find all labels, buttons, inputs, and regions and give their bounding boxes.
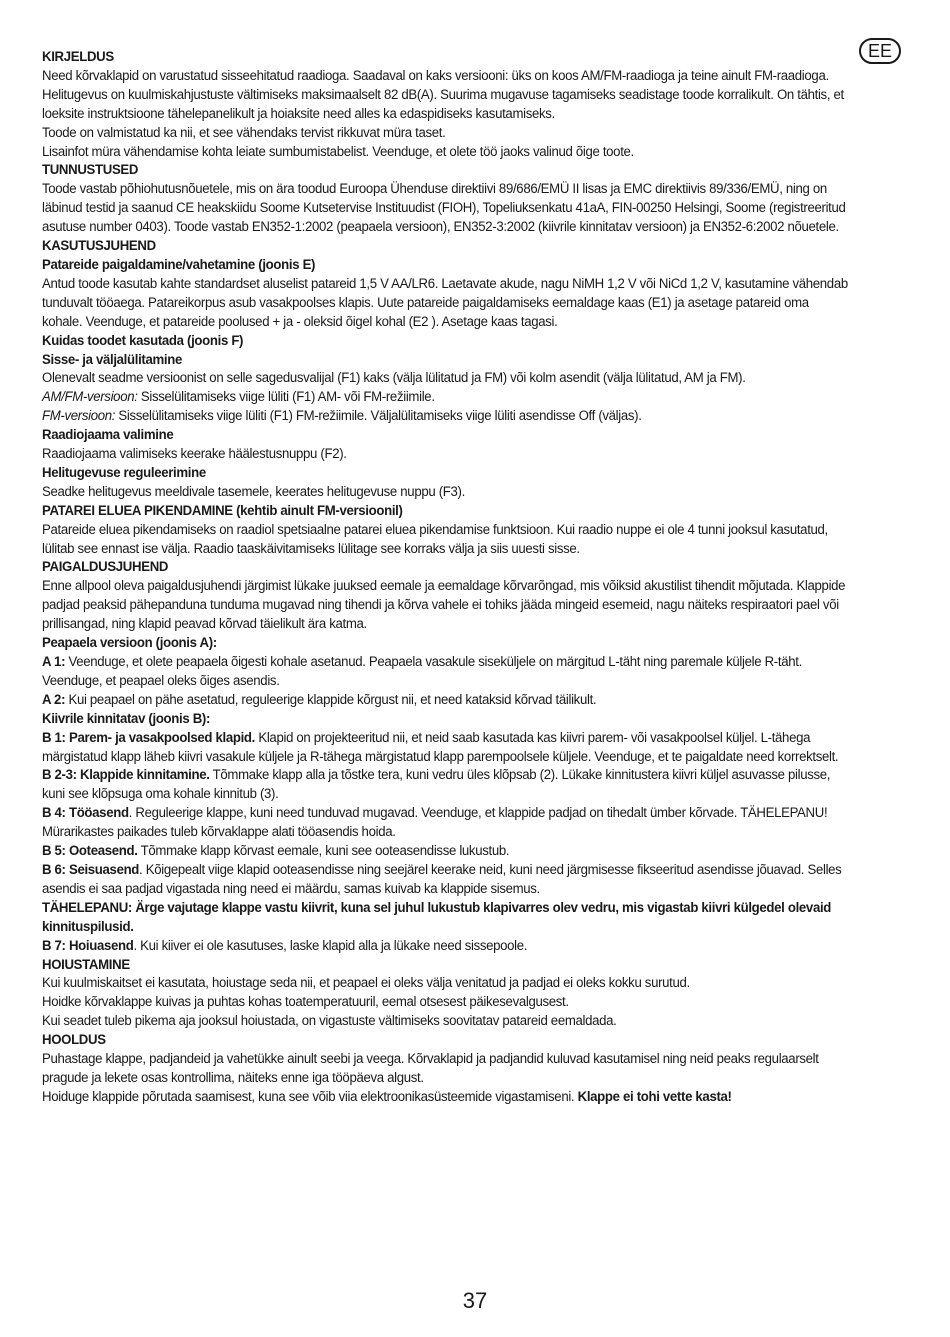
paragraph-text: Veenduge, et olete peapaela õigesti kohale asetanud. Peapaela vasakule siseküljele on märgitud L-täht ning paremale küljele R-täht. Veenduge, et peapael oleks õiges asendis. [42,654,802,689]
italic-lead: AM/FM-versioon: [42,389,138,406]
section-heading: Kiivrile kinnitatav (joonis B): [42,710,211,727]
bold-lead: B 4: Tööasend [42,805,129,822]
section-heading: HOIUSTAMINE [42,956,130,973]
section-heading: Kuidas toodet kasutada (joonis F) [42,332,244,349]
bold-lead: A 2: [42,691,66,708]
paragraph: Kui kuulmiskaitset ei kasutata, hoiustage seda nii, et peapael ei oleks välja venitatud ja padjad ei oleks kokku surutud. [42,975,690,992]
paragraph: Toode on valmistatud ka nii, et see vähendaks tervist rikkuvat müra taset. [42,124,446,141]
paragraph [42,388,849,407]
paragraph [42,937,849,956]
page-number: 37 [462,1288,488,1313]
language-badge: EE [859,38,901,64]
section-heading: Peapaela versioon (joonis A): [42,635,217,652]
paragraph-text: . Kõigepealt viige klapid ooteasendisse ning seejärel keerake neid, kuni need järgmisesse fikseeritud asendisse jõuavad. Selles asendis ei saa padjad vigastada ning need ei määrdu, samas kuivab ka klappide sisemus. [42,861,842,897]
section-heading: PAIGALDUSJUHEND [42,559,169,576]
bold-lead: B 2-3: Klappide kinnitamine. [42,767,210,784]
paragraph: Patareide eluea pikendamiseks on raadiol spetsiaalne patarei eluea pikendamise funktsioon. Kui raadio nuppe ei ole 4 tunni jooksul kasutatud, lülitab see ennast ise välja. Raadio taaskäivitamiseks lülitage see korraks välja ja siis uuesti sisse. [42,521,828,557]
paragraph: Enne allpool oleva paigaldusjuhendi järgimist lükake juuksed eemale ja eemaldage kõrvarõngad, mis võiksid akustilist tihendit mõjutada. Klappide padjad peaksid pähepanduna tunduma mugavad ning tihendi ja kõrva vahele ei tohiks jääda mingeid esemeid, nagu näiteks respiraatori pael või prillisangad, ning klapid peavad kõrvad täielikult ära katma. [42,578,846,633]
paragraph [42,407,849,426]
paragraph [42,729,849,767]
section-heading: KIRJELDUS [42,49,114,65]
paragraph [42,861,849,899]
paragraph: Need kõrvaklapid on varustatud sisseehitatud raadioga. Saadaval on kaks versiooni: üks on koos AM/FM-raadioga ja teine ainult FM-raadioga. Helitugevus on kuulmiskahjustuste vältimiseks maksimaalselt 82 dB(A). Suurima mugavuse tagamiseks seadistage toode korralikult. On tähtis, et loeksite instruktsioone tähelepanelikult ja hoiaksite need alles ka edaspidiseks kasutamiseks. [42,67,844,122]
section-heading: KASUTUSJUHEND [42,238,156,255]
paragraph-text: Tõmmake klapp alla ja tõstke tera, kuni vedru üles klõpsab (2). Lükake kinnitustera kiivri küljel asuvasse pilusse, kuni see klõpsuga oma kohale kinnitub (3). [42,767,831,803]
paragraph: Olenevalt seadme versioonist on selle sagedusvalijal (F1) kaks (välja lülitatud ja FM) või kolm asendit (välja lülitatud, AM ja FM). [42,370,746,387]
paragraph: Puhastage klappe, padjandeid ja vahetükke ainult seebi ja veega. Kõrvaklapid ja padjandid kuluvad kasutamisel ning neid peaks regulaarselt pragude ja lekete osas kontrollima, näiteks enne iga tööpäeva algust. [42,1051,819,1086]
paragraph: Seadke helitugevus meeldivale tasemele, keerates helitugevuse nuppu (F3). [42,483,465,500]
document-body [42,48,849,1107]
paragraph: Toode vastab põhiohutusnõuetele, mis on ära toodud Euroopa Ühenduse direktiivi 89/686/EMÜ II lisas ja EMC direktiivis 89/336/EMÜ, ning on läbinud testid ja saanud CE heakskiidu Soome Kutsetervise Instituudist (FIOH), Topeliuksenkatu 41aA, FIN-00250 Helsingi, Soome (registreeritud asutuse number 0403). Toode vastab EN352-1:2002 (peapaela versioon), EN352-3:2002 (kiivrile kinnitatav versioon) ja EN352-6:2002 nõuetele. [42,181,846,236]
paragraph: Raadiojaama valimiseks keerake häälestusnuppu (F2). [42,446,347,463]
paragraph-text: Sisselülitamiseks viige lüliti (F1) FM-režiimile. Väljalülitamiseks viige lüliti asendisse Off (väljas). [115,408,642,425]
paragraph: Kui seadet tuleb pikema aja jooksul hoiustada, on vigastuste vältimiseks soovitatav patareid eemaldada. [42,1013,617,1030]
paragraph [42,691,849,710]
paragraph [42,804,849,842]
paragraph-text: Klapid on projekteeritud nii, et neid saab kasutada kas kiivri parem- või vasakpoolsel küljel. L-tähega märgistatud klapp läheb kiivri vasakule küljele ja R-tähega märgistatud klapp parempoolsele küljele. Veenduge, et te paigaldate need korrektselt. [42,729,839,765]
paragraph-text: . Reguleerige klappe, kuni need tunduvad mugavad. Veenduge, et klappide padjad on tihedalt ümber kõrvade. TÄHELEPANU! Mürarikastes paikades tuleb kõrvaklappe alati tööasendis hoida. [42,805,828,841]
paragraph [42,842,849,861]
section-heading: PATAREI ELUEA PIKENDAMINE (kehtib ainult FM-versioonil) [42,502,403,519]
bold-tail: Klappe ei tohi vette kasta! [577,1088,732,1105]
bold-lead: B 5: Ooteasend. [42,843,138,860]
paragraph [42,766,849,804]
section-heading: TUNNUSTUSED [42,162,139,179]
section-heading: TÄHELEPANU: Ärge vajutage klappe vastu kiivrit, kuna sel juhul lukustub klapivarres olev vedru, mis vigastab kiivri külgedel olevaid kinnituspilusid. [42,899,832,935]
paragraph [42,653,849,691]
paragraph-text: Kui peapael on pähe asetatud, reguleerige klappide kõrgust nii, et need kataksid kõrvad täilikult. [65,691,597,708]
bold-lead: B 6: Seisuasend [42,861,140,878]
paragraph-text: Tõmmake klapp kõrvast eemale, kuni see ooteasendisse lukustub. [137,843,510,860]
section-heading: Raadiojaama valimine [42,427,174,444]
section-heading: Helitugevuse reguleerimine [42,464,206,481]
bold-lead: A 1: [42,654,66,670]
paragraph-text: Hoiduge klappide põrutada saamisest, kuna see võib viia elektroonikasüsteemide vigastamiseni. [42,1088,578,1105]
bold-lead: B 1: Parem- ja vasakpoolsed klapid. [42,729,256,746]
italic-lead: FM-versioon: [42,408,116,425]
paragraph: Lisainfot müra vähendamise kohta leiate sumbumistabelist. Veenduge, et olete töö jaoks valinud õige toote. [42,143,634,160]
section-heading: HOOLDUS [42,1032,106,1049]
section-heading: Sisse- ja väljalülitamine [42,351,183,368]
paragraph: Hoidke kõrvaklappe kuivas ja puhtas kohas toatemperatuuril, eemal otsesest päikesevalgusest. [42,994,569,1011]
paragraph-text: Sisselülitamiseks viige lüliti (F1) AM- või FM-režiimile. [137,389,435,406]
paragraph [42,1088,849,1107]
bold-lead: B 7: Hoiuasend [42,937,134,954]
paragraph: Antud toode kasutab kahte standardset aluselist patareid 1,5 V AA/LR6. Laetavate akude, nagu NiMH 1,2 V või NiCd 1,2 V, kasutamine vähendab tunduvalt tööaega. Patareikorpus asub vasakpoolses klapis. Uute patareide paigaldamiseks eemaldage kaas (E1) ja asetage patareid oma kohale. Veenduge, et patareide poolused + ja - oleksid õigel kohal (E2 ). Asetage kaas tagasi. [42,275,848,330]
section-heading: Patareide paigaldamine/vahetamine (joonis E) [42,256,316,273]
paragraph-text: . Kui kiiver ei ole kasutuses, laske klapid alla ja lükake need sissepoole. [133,937,528,954]
